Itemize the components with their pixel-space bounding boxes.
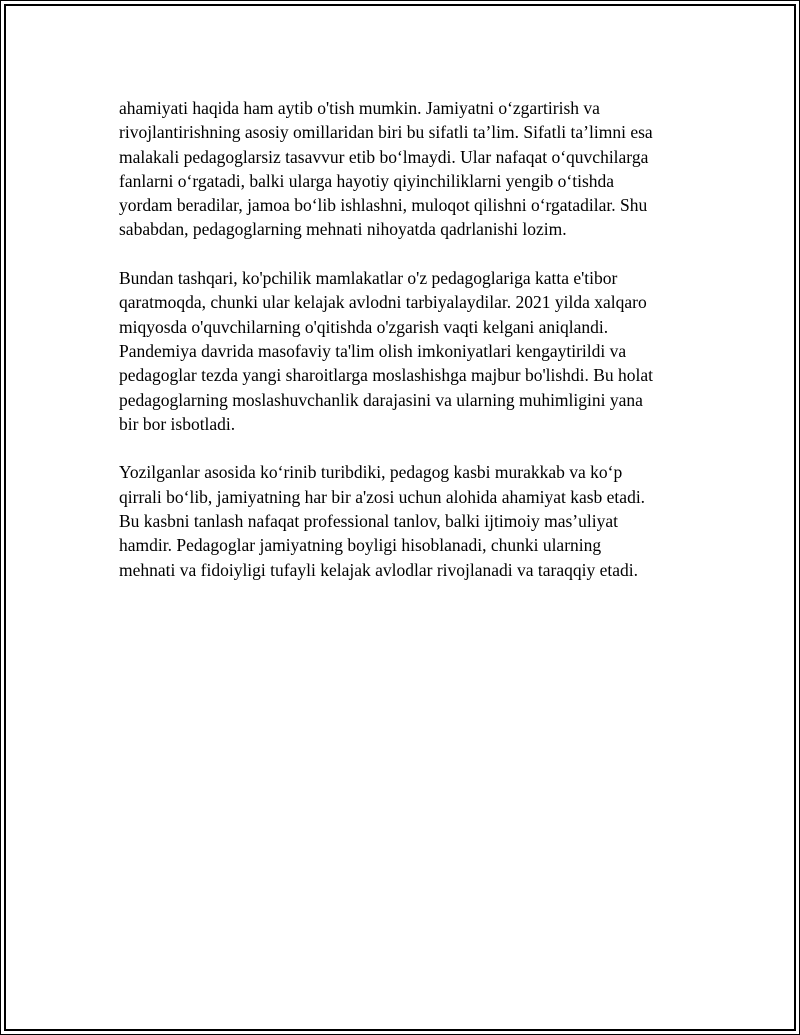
text-line: fanlarni o‘rgatadi, balki ularga hayotiy qiyinchiliklarni yengib o‘tishda: [119, 170, 615, 191]
text-line: hamdir. Pedagoglar jamiyatning boyligi hisoblanadi, chunki ularning: [119, 535, 602, 556]
text-line: yordam beradilar, jamoa bo‘lib ishlashni, muloqot qilishni o‘rgatadilar. Shu: [119, 195, 648, 216]
text-line: Pandemiya davrida masofaviy ta'lim olish imkoniyatlari kengaytirildi va: [119, 340, 627, 361]
text-line: miqyosda o'quvchilarning o'qitishda o'zgarish vaqti kelgani aniqlandi.: [119, 316, 609, 337]
page-inner-border: [4, 4, 796, 1031]
paragraph-3: [119, 460, 709, 581]
text-line: qirrali bo‘lib, jamiyatning har bir a'zosi uchun alohida ahamiyat kasb etadi.: [119, 486, 646, 507]
text-line: qaratmoqda, chunki ular kelajak avlodni tarbiyalaydilar. 2021 yilda xalqaro: [119, 292, 647, 313]
text-line: sababdan, pedagoglarning mehnati nihoyatda qadrlanishi lozim.: [119, 219, 567, 240]
text-line: rivojlantirishning asosiy omillaridan biri bu sifatli ta’lim. Sifatli ta’limni esa: [119, 122, 653, 143]
text-line: Bu kasbni tanlash nafaqat professional tanlov, balki ijtimoiy mas’uliyat: [119, 511, 618, 532]
paragraph-2: [119, 266, 709, 436]
text-line: malakali pedagoglarsiz tasavvur etib bo‘lmaydi. Ular nafaqat o‘quvchilarga: [119, 146, 649, 167]
text-line: Yozilganlar asosida ko‘rinib turibdiki, pedagog kasbi murakkab va ko‘p: [119, 462, 623, 483]
text-line: bir bor isbotladi.: [119, 413, 236, 434]
paragraph-1: [119, 96, 709, 242]
text-line: pedagoglarning moslashuvchanlik darajasini va ularning muhimligini yana: [119, 389, 643, 410]
text-line: ahamiyati haqida ham aytib o'tish mumkin. Jamiyatni o‘zgartirish va: [119, 98, 600, 118]
text-line: pedagoglar tezda yangi sharoitlarga moslashishga majbur bo'lishdi. Bu holat: [119, 365, 654, 386]
text-line: Bundan tashqari, ko'pchilik mamlakatlar o'z pedagoglariga katta e'tibor: [119, 268, 618, 289]
document-body: [119, 96, 709, 606]
text-line: mehnati va fidoiyligi tufayli kelajak avlodlar rivojlanadi va taraqqiy etadi.: [119, 559, 638, 580]
